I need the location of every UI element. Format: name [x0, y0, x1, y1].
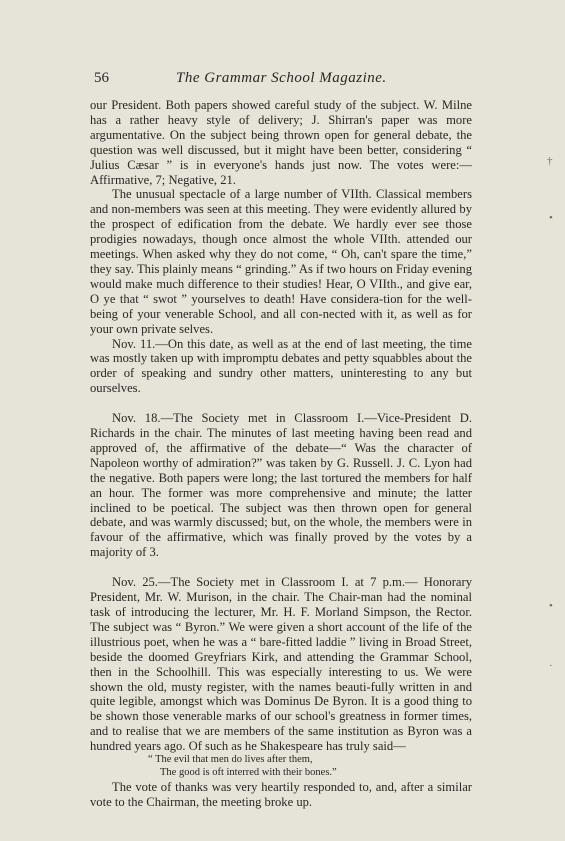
- running-title: The Grammar School Magazine.: [176, 70, 387, 86]
- margin-mark: ·: [549, 660, 553, 672]
- margin-mark: •: [549, 212, 553, 224]
- page-header: [94, 70, 470, 90]
- quote-line: “ The evil that men do lives after them,: [148, 754, 313, 766]
- article-body: [90, 98, 472, 810]
- paragraph-nov-11: Nov. 11.—On this date, as well as at the end of last meeting, the time was mostly taken up with impromptu debates and petty squabbles about the order of speaking and sundry other matters, uninteresting to any but ourselves.: [90, 336, 472, 396]
- shakespeare-quote: [148, 754, 472, 779]
- page-number: 56: [94, 70, 109, 86]
- paragraph-nov-25: Nov. 25.—The Society met in Classroom I. at 7 p.m.— Honorary President, Mr. W. Murison, in the chair. The Chair-man had the nominal task of introducing the lecturer, Mr. H. F. Morland Simpson, the Rector. The subject was “ Byron.” We were given a short account of the life of the illustrious poet, when he was a “ bare-fitted laddie ” living in Broad Street, beside the doomed Greyfriars Kirk, and attending the Grammar School, then in the Schoolhill. This was especially interesting to us. We were shown the old, musty register, with the names beauti-fully written in and quite legible, amongst which was Dominus De Byron. It is a good thing to be shown those venerable marks of our school's greatness in former times, and to realise that we are members of the same institution as Byron was a hundred years ago. Of such as he Shakespeare has truly said—: [90, 575, 472, 754]
- paragraph-viith-classical: The unusual spectacle of a large number of VIIth. Classical members and non-members was seen at this meeting. They were evidently allured by the prospect of edification from the debate. We hardly ever see those prodigies nowadays, though once almost the whole VIIth. attended our meetings. When asked why they do not come, “ Oh, can't spare the time,” they say. This plainly means “ grinding.” As if two hours on Friday evening would make much difference to their studies! Hear, O VIIth., and give ear, O ye that “ swot ” yourselves to death! Have considera-tion for the well-being of your venerable School, and all con-nected with it, as well as for your own private selves.: [90, 187, 472, 336]
- quote-line: The good is oft interred with their bones.”: [160, 766, 337, 778]
- paragraph-nov-18: Nov. 18.—The Society met in Classroom I.—Vice-President D. Richards in the chair. The minutes of last meeting having been read and approved of, the affirmative of the debate—“ Was the character of Napoleon worthy of admiration?” was taken by G. Russell. J. C. Lyon had the negative. Both papers were long; the last tortured the members for half an hour. The former was more comprehensive and minute; the latter inclined to be poetical. The subject was then thrown open for general debate, and was warmly discussed; but, on the whole, the members were in favour of the affirmative, which was finally proved by the votes by a majority of 3.: [90, 411, 472, 560]
- margin-mark: †: [547, 155, 553, 167]
- paragraph-closing: The vote of thanks was very heartily responded to, and, after a similar vote to the Chairman, the meeting broke up.: [90, 780, 472, 810]
- paragraph-continuation: our President. Both papers showed careful study of the subject. W. Milne has a rather heavy style of delivery; J. Shirran's paper was more argumentative. On the subject being thrown open for general debate, the question was well discussed, but it might have been better, considering “ Julius Cæsar ” is in everyone's hands just now. The votes were:—Affirmative, 7; Negative, 21.: [90, 98, 472, 187]
- margin-mark: •: [549, 600, 553, 612]
